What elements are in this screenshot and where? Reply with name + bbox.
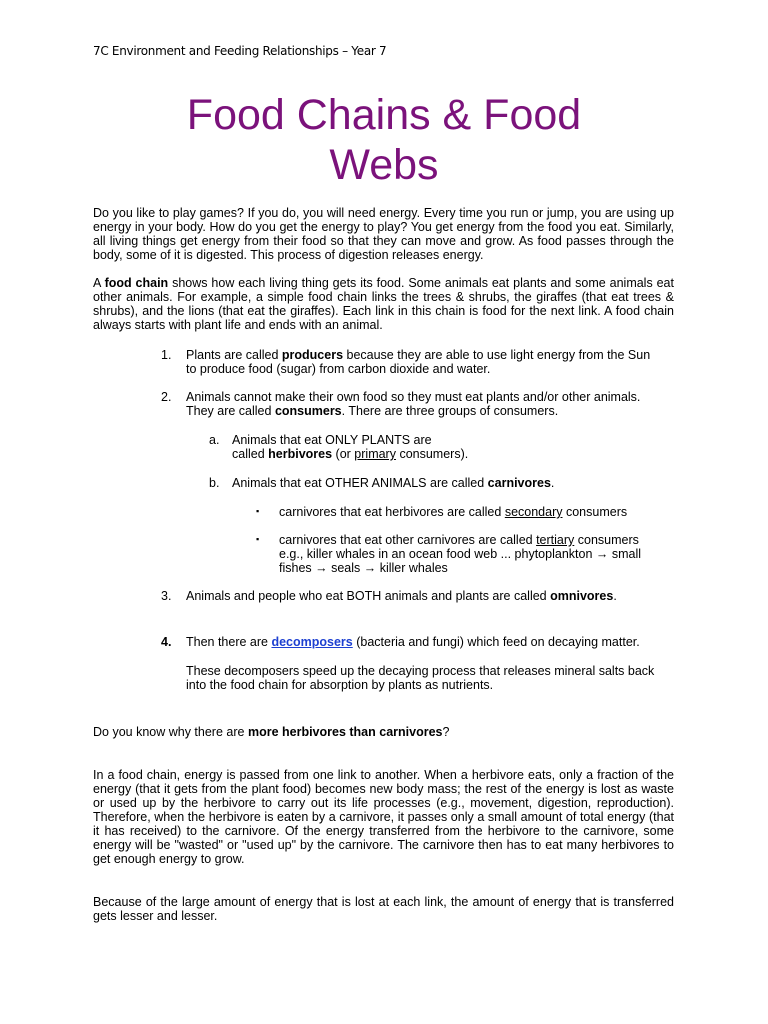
secondary-pre: carnivores that eat herbivores are called — [279, 505, 505, 519]
carnivores-term: carnivores — [487, 476, 551, 490]
secondary-rest: consumers — [562, 505, 628, 519]
question-pre: Do you know why there are — [93, 725, 248, 739]
producers-line-2: to produce food (sugar) from carbon dioxide and water. — [186, 362, 491, 376]
omnivores-pre: Animals and people who eat BOTH animals and plants are called — [186, 589, 551, 603]
tertiary-line-3: fishes → seals → killer whales — [279, 561, 448, 575]
list-number-3: 3. — [161, 589, 172, 603]
consumers-line-2 — [186, 404, 676, 418]
omnivores-term: omnivores — [550, 589, 614, 603]
list-item-decomposers — [186, 635, 676, 692]
question-rest: ? — [442, 725, 450, 739]
producers-rest: because they are able to use light energy from the Sun — [343, 348, 651, 362]
bullet-icon: ▪ — [256, 506, 260, 516]
closing-paragraph: Because of the large amount of energy that is lost at each link, the amount of energy that is transferred gets lesser and lesser. — [93, 895, 674, 923]
decomposers-paragraph-line-1: These decomposers speed up the decaying process that releases mineral salts back — [186, 664, 655, 678]
consumers-line-1: Animals cannot make their own food so they must eat plants and/or other animals. — [186, 390, 641, 404]
secondary-underlined: secondary — [504, 505, 563, 519]
herbivores-term: herbivores — [268, 447, 333, 461]
list-item-consumers — [186, 390, 676, 418]
tertiary-line-1 — [279, 533, 679, 547]
producers-line-1 — [186, 348, 676, 362]
list-item-omnivores — [186, 589, 676, 603]
carnivores-pre: Animals that eat OTHER ANIMALS are called — [232, 476, 488, 490]
primary-underlined: primary — [354, 447, 396, 461]
decomposers-line-1 — [186, 635, 676, 649]
decomposers-rest: (bacteria and fungi) which feed on decaying matter. — [352, 635, 640, 649]
producers-term: producers — [281, 348, 344, 362]
list-number-2: 2. — [161, 390, 172, 404]
question-paragraph — [93, 725, 674, 739]
document-header: 7C Environment and Feeding Relationships – Year 7 — [93, 44, 387, 58]
tertiary-line-2: e.g., killer whales in an ocean food web ... phytoplankton → small — [279, 547, 642, 561]
bullet-secondary — [279, 505, 679, 519]
herbivores-line-2 — [232, 447, 672, 461]
omnivores-rest: . — [613, 589, 617, 603]
food-chain-rest: shows how each living thing gets its food. Some animals eat plants and some animals eat other animals. For example, a simple food chain links the trees & shrubs, the giraffes (that eat trees & shrubs), and the lions (that eat the giraffes). Each link in this chain is food for the next link. A food chain always starts with plant life and ends with an animal. — [93, 276, 674, 332]
decomposers-paragraph-line-2: into the food chain for absorption by plants as nutrients. — [186, 678, 494, 692]
tertiary-rest: consumers — [574, 533, 639, 547]
consumers-term: consumers — [274, 404, 342, 418]
herbivores-rest: consumers). — [395, 447, 469, 461]
sub-item-herbivores — [232, 433, 672, 461]
food-chain-paragraph — [93, 276, 674, 332]
producers-pre: Plants are called — [186, 348, 282, 362]
list-number-4: 4. — [161, 635, 172, 649]
sub-letter-b: b. — [209, 476, 220, 490]
tertiary-pre: carnivores that eat other carnivores are called — [279, 533, 537, 547]
sub-letter-a: a. — [209, 433, 220, 447]
decomposers-pre: Then there are — [186, 635, 272, 649]
herbivores-mid: (or — [332, 447, 355, 461]
list-number-1: 1. — [161, 348, 172, 362]
food-chain-term: food chain — [104, 276, 169, 290]
question-term: more herbivores than carnivores — [247, 725, 443, 739]
bullet-tertiary — [279, 533, 679, 575]
herbivores-line-1: Animals that eat ONLY PLANTS are — [232, 433, 432, 447]
herbivores-pre: called — [232, 447, 269, 461]
bullet-icon: ▪ — [256, 534, 260, 544]
carnivores-rest: . — [550, 476, 555, 490]
intro-paragraph: Do you like to play games? If you do, you will need energy. Every time you run or jump, you are using up energy in your body. How do you get the energy to play? You get energy from the food you eat. Similarly, all living things get energy from their food so that they can move and grow. As food passes through the body, some of it is digested. This process of digestion releases energy. — [93, 206, 674, 262]
page-title-line-2: Webs — [329, 141, 439, 189]
decomposers-link[interactable]: decomposers — [271, 635, 353, 649]
page-title-line-1: Food Chains & Food — [186, 91, 582, 139]
energy-paragraph: In a food chain, energy is passed from one link to another. When a herbivore eats, only a fraction of the energy (that it gets from the plant food) becomes new body mass; the rest of the energy is lost as waste or used up by the herbivore to carry out its life processes (e.g., movement, digestion, reproduction). Therefore, when the herbivore is eaten by a carnivore, it passes only a small amount of total energy (that it has received) to the carnivore. Of the energy transferred from the herbivore to the carnivore, some energy will be "wasted" or "used up" by the carnivore. The carnivore then has to eat many herbivores to get enough energy to grow. — [93, 768, 674, 866]
consumers-rest: . There are three groups of consumers. — [341, 404, 559, 418]
tertiary-underlined: tertiary — [536, 533, 575, 547]
consumers-pre: They are called — [186, 404, 275, 418]
sub-item-carnivores — [232, 476, 672, 490]
list-item-producers — [186, 348, 676, 376]
food-chain-pre: A — [93, 276, 105, 290]
